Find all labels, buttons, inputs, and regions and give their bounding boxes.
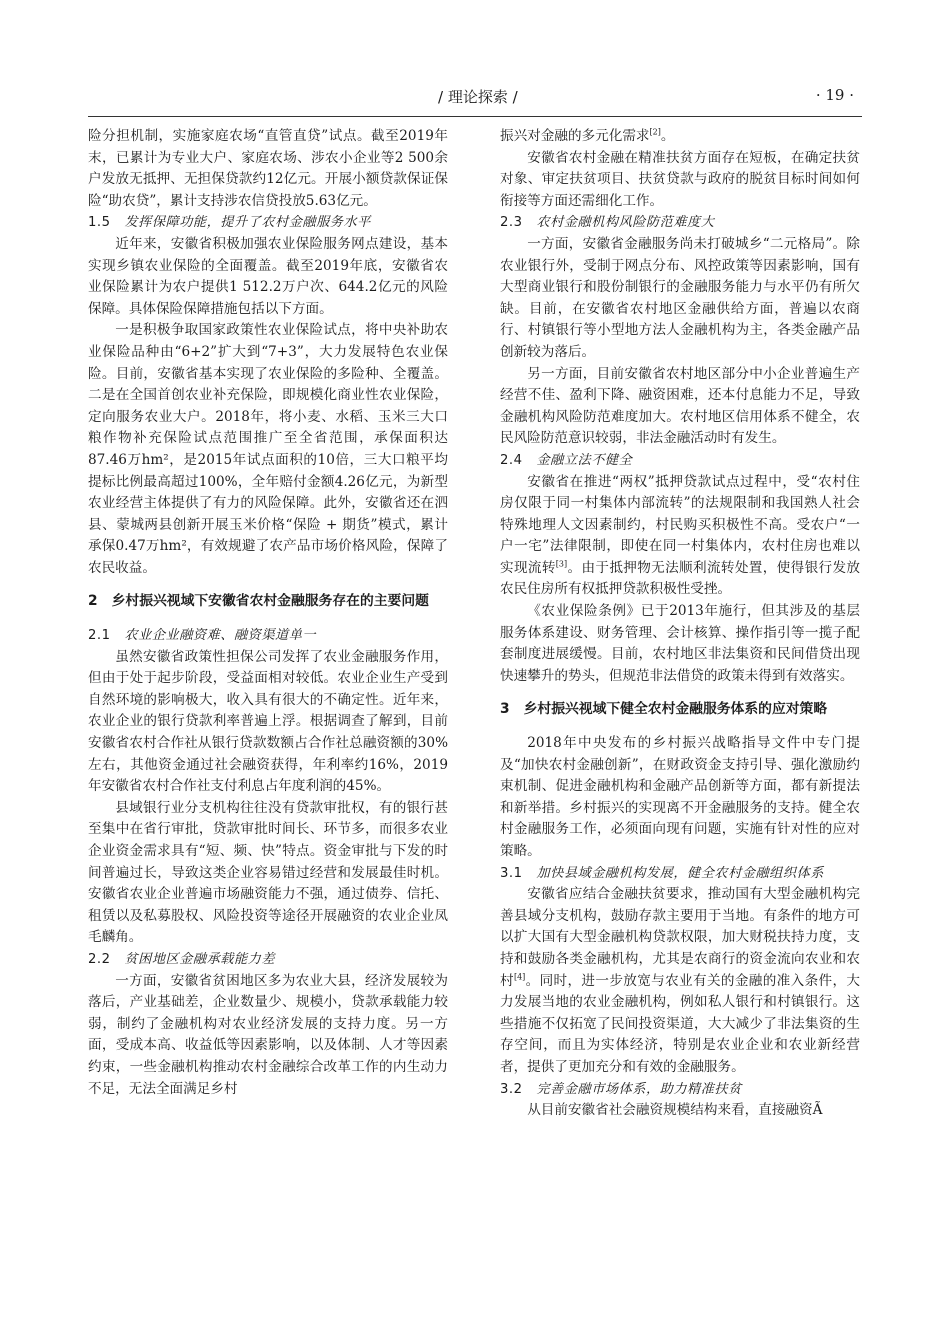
subsection-heading-3-2 <box>500 1079 860 1101</box>
heading-number: 2 <box>88 593 98 610</box>
heading-title: 完善金融市场体系，助力精准扶贫 <box>536 1081 742 1097</box>
paragraph: 近年来，安徽省积极加强农业保险服务网点建设，基本实现乡镇农业保险的全面覆盖。截至2019年底，安徽省农业保险累计为农户提供1 512.2万户次、644.2亿元的风险保障。具体保险保障措施包括以下方面。 <box>88 235 448 317</box>
subsection-heading-3-1 <box>500 863 860 885</box>
paragraph: 县域银行业分支机构往往没有贷款审批权，有的银行甚至集中在省行审批，贷款审批时间长、环节多，而很多农业企业资金需求具有“短、频、快”特点。资金审批与下发的时间普遍过长，导致这类企业容易错过经营和发展最佳时机。安徽省农业企业普遍市场融资能力不强，通过债券、信托、租赁以及私募股权、风险投资等途径开展融资的农业企业凤毛麟角。 <box>88 799 448 946</box>
heading-title: 农村金融机构风险防范难度大 <box>536 215 715 231</box>
paragraph: 一方面，安徽省金融服务尚未打破城乡“二元格局”。除农业银行外，受制于网点分布、风控政策等因素影响，国有大型商业银行和股份制银行的金融服务能力与水平仍有所欠缺。目前，在安徽省农村地区金融供给方面，普遍以农商行、村镇银行等小型地方法人金融机构为主，各类金融产品创新较为落后。 <box>500 235 860 360</box>
paragraph-text: 安徽省在推进“两权”抵押贷款试点过程中，受“农村住房仅限于同一村集体内部流转”的法规限制和我国熟人社会特殊地理人文因素制约，村民购买积极性不高。受农户“一户一宅”法律限制，即使在同一村集体内，农村住房也难以实现流转 <box>500 473 860 576</box>
citation-ref: [4] <box>513 972 526 982</box>
subsection-heading-2-1 <box>88 625 448 647</box>
heading-title: 加快县域金融机构发展，健全农村金融组织体系 <box>536 865 824 881</box>
paragraph: 从目前安徽省社会融资规模结构来看，直接融资Ã <box>527 1102 823 1119</box>
paragraph-text: 。由于抵押物无法顺利流转处置，使得银行发放农民住房所有权抵押贷款积极性受挫。 <box>500 559 861 598</box>
section-heading-2 <box>88 591 448 613</box>
heading-number: 3.2 <box>500 1081 523 1097</box>
paragraph: 一是积极争取国家政策性农业保险试点，将中央补助农业保险品种由“6+2”扩大到“7+3”，大力发展特色农业保险。目前，安徽省基本实现了农业保险的多险种、全覆盖。二是在全国首创农业补充保险，即规模化商业性农业保险，定向服务农业大户。2018年，将小麦、水稻、玉米三大口粮作物补充保险试点范围推广至全省范围，承保面积达87.46万hm²，是2015年试点面积的10倍，三大口粮平均提标比例最高超过100%，全年赔付金额4.26亿元，为新型农业经营主体提供了有力的风险保障。此外，安徽省还在泗县、蒙城两县创新开展玉米价格“保险 + 期货”模式，累计承保0.47万hm²，有效规避了农产品市场价格风险，保障了农民收益。 <box>88 322 448 576</box>
paragraph: 另一方面，目前安徽省农村地区部分中小企业普遍生产经营不佳、盈利下降、融资困难，还本付息能力不足，导致金融机构风险防范难度加大。农村地区信用体系不健全，农民风险防范意识较弱，非法金融活动时有发生。 <box>500 365 860 447</box>
left-column <box>88 126 448 1100</box>
heading-number: 2.4 <box>500 452 523 468</box>
heading-title: 贫困地区金融承载能力差 <box>124 951 276 967</box>
heading-title: 发挥保障功能，提升了农村金融服务水平 <box>124 215 371 231</box>
heading-title: 乡村振兴视域下健全农村金融服务体系的应对策略 <box>523 701 828 718</box>
heading-number: 3.1 <box>500 865 523 881</box>
paragraph: 《农业保险条例》已于2013年施行，但其涉及的基层服务体系建设、财务管理、会计核算、操作指引等一揽子配套制度进展缓慢。目前，农村地区非法集资和民间借贷出现快速攀升的势头，但规范非法借贷的政策未得到有效落实。 <box>500 603 860 684</box>
heading-number: 2.2 <box>88 951 111 967</box>
heading-title: 农业企业融资难、融资渠道单一 <box>124 628 317 644</box>
paragraph: 一方面，安徽省贫困地区多为农业大县，经济发展较为落后，产业基础差，企业数量少、规模小，贷款承载能力较弱，制约了金融机构对农业经济发展的支持力度。另一方面，受成本高、收益低等因素影响，以及体制、人才等因素约束，一些金融机构推动农村金融综合改革工作的内生动力不足，无法全面满足乡村 <box>88 972 448 1097</box>
heading-number: 2.1 <box>88 628 111 644</box>
paragraph <box>500 472 860 602</box>
paragraph: 虽然安徽省政策性担保公司发挥了农业金融服务作用，但由于处于起步阶段，受益面相对较低。农业企业生产受到自然环境的影响极大，收入具有很大的不确定性。近年来，农业企业的银行贷款利率普遍上浮。根据调查了解到，目前安徽省农村合作社从银行贷款数额占合作社总融资额的30%左右，其他资金通过社会融资获得，年利率约16%，2019年安徽省农村合作社支付利息占年度利润的45%。 <box>88 648 448 795</box>
heading-number: 1.5 <box>88 215 111 231</box>
heading-number: 2.3 <box>500 215 523 231</box>
right-column <box>500 126 860 1122</box>
subsection-heading-2-4 <box>500 450 860 472</box>
heading-title: 乡村振兴视域下安徽省农村金融服务存在的主要问题 <box>111 593 429 610</box>
paragraph-text: 安徽省应结合金融扶贫要求，推动国有大型金融机构完善县域分支机构，鼓励存款主要用于当地。有条件的地方可以扩大国有大型金融机构贷款权限，加大财税扶持力度，支持和鼓励各类金融机构，尤其是农商行的资金流向农业和农村 <box>500 886 860 989</box>
paragraph: 安徽省农村金融在精准扶贫方面存在短板，在确定扶贫对象、审定扶贫项目、扶贫贷款与政府的脱贫目标时间如何衔接等方面还需细化工作。 <box>500 149 860 209</box>
paragraph <box>500 126 860 148</box>
page-number: · 19 · <box>815 86 854 104</box>
subsection-heading-1-5 <box>88 212 448 234</box>
paragraph-text: 。同时，进一步放宽与农业有关的金融的准入条件，大力发展当地的农业金融机构，例如私人银行和村镇银行。这些措施不仅拓宽了民间投资渠道，大大减少了非法集资的生存空间，而且为实体经济，特别是农业企业和农业新经营者，提供了更加充分和有效的金融服务。 <box>500 972 861 1075</box>
section-heading-3 <box>500 699 860 721</box>
subsection-heading-2-3 <box>500 212 860 234</box>
paragraph: 2018年中央发布的乡村振兴战略指导文件中专门提及“加快农村金融创新”，在财政资金支持引导、强化激励约束机制、促进金融机构和金融产品创新等方面，都有新提法和新举措。乡村振兴的实现离不开金融服务的支持。健全农村金融服务工作，必须面向现有问题，实施有针对性的应对策略。 <box>500 735 860 859</box>
subsection-heading-2-2 <box>88 949 448 971</box>
paragraph <box>500 884 860 1078</box>
paragraph-text: 振兴对金融的多元化需求 <box>500 128 650 144</box>
paragraph-text: 。 <box>660 128 675 144</box>
citation-ref: [2] <box>649 127 661 137</box>
heading-number: 3 <box>500 701 510 718</box>
paragraph: 险分担机制，实施家庭农场“直管直贷”试点。截至2019年末，已累计为专业大户、家庭农场、涉农小企业等2 500余户发放无抵押、无担保贷款约12亿元。开展小额贷款保证保险“助农贷”，累计支持涉农信贷投放5.63亿元。 <box>88 128 448 209</box>
citation-ref: [3] <box>555 559 568 569</box>
page-header <box>88 84 862 117</box>
heading-title: 金融立法不健全 <box>536 452 633 468</box>
section-label: / 理论探索 / <box>438 88 518 106</box>
